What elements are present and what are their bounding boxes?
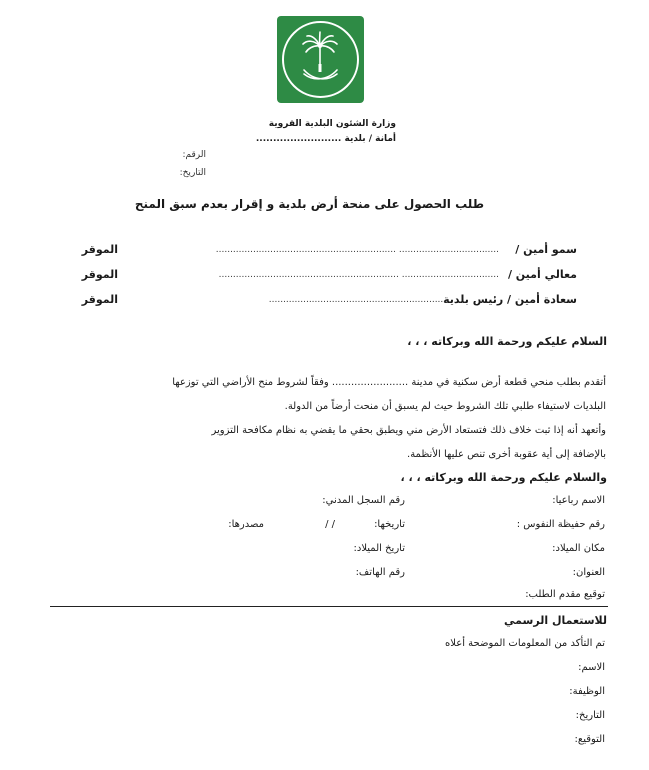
official-use-heading: للاستعمال الرسمي: [504, 614, 607, 627]
document-title: طلب الحصول على منحة أرض بلدية و إقرار بعدم سبق المنح: [134, 197, 484, 211]
field-family-book-label: رقم حفيظة النفوس :: [516, 519, 605, 530]
palm-and-swords-icon: [277, 16, 364, 103]
body-line-2: البلديات لاستيفاء طلبي تلك الشروط حيث لم يسبق أن منحت أرضاً من الدولة.: [284, 401, 606, 412]
field-address-label: العنوان:: [572, 567, 605, 578]
section-divider: [50, 606, 608, 607]
greeting: السلام عليكم ورحمة الله وبركاته ، ، ،: [407, 335, 607, 348]
body-line-3: وأتعهد أنه إذا ثبت خلاف ذلك فتستعاد الأرض مني ويطبق بحقي ما يقضي به نظام مكافحة التزوير: [211, 425, 606, 436]
saudi-emblem-logo: [277, 16, 364, 103]
addressee-1-suffix: الموقر: [81, 243, 118, 256]
field-birth-date-label: تاريخ الميلاد:: [353, 543, 405, 554]
addressee-2-label: معالي أمين /: [507, 268, 577, 281]
municipality-line: أمانة / بلدية .........................: [255, 134, 396, 144]
body-line-4: بالإضافة إلى أية عقوبة أخرى تنص عليها الأنظمة.: [407, 449, 606, 460]
field-source-label: مصدرها:: [228, 519, 264, 530]
number-label: الرقم:: [182, 150, 206, 160]
addressee-3-label: سعادة أمين / رئيس بلدية: [443, 293, 577, 306]
body-line-1: أتقدم بطلب منحي قطعة أرض سكنية في مدينة ........................ وفقاً لشروط منح الأراضي التي توزعها: [172, 377, 606, 388]
official-job-label: الوظيفة:: [569, 686, 605, 697]
field-civil-record-label: رقم السجل المدني:: [322, 495, 405, 506]
ministry-name: وزارة الشئون البلدية القروية: [268, 119, 396, 129]
official-name-label: الاسم:: [578, 662, 605, 673]
official-signature-label: التوقيع:: [574, 734, 605, 745]
field-signature-label: توقيع مقدم الطلب:: [525, 589, 605, 600]
addressee-2-dots: .................................. ...............................................................: [218, 270, 499, 280]
addressee-3-dots: ...............................................................: [268, 295, 449, 305]
field-phone-label: رقم الهاتف:: [355, 567, 405, 578]
official-date-label: التاريخ:: [575, 710, 605, 721]
addressee-1-label: سمو أمين /: [515, 243, 577, 256]
field-birth-place-label: مكان الميلاد:: [552, 543, 605, 554]
closing-greeting: والسلام عليكم ورحمة الله وبركاته ، ، ،: [400, 471, 607, 484]
addressee-1-dots: ................................... ...............................................................: [215, 245, 499, 255]
date-label: التاريخ:: [179, 168, 206, 178]
addressee-3-suffix: الموقر: [81, 293, 118, 306]
official-verified-text: تم التأكد من المعلومات الموضحة أعلاه: [445, 638, 605, 649]
field-date-slashes: / /: [325, 519, 335, 530]
field-family-book-date-label: تاريخها:: [374, 519, 405, 530]
addressee-2-suffix: الموقر: [81, 268, 118, 281]
field-name-label: الاسم رباعيا:: [552, 495, 605, 506]
